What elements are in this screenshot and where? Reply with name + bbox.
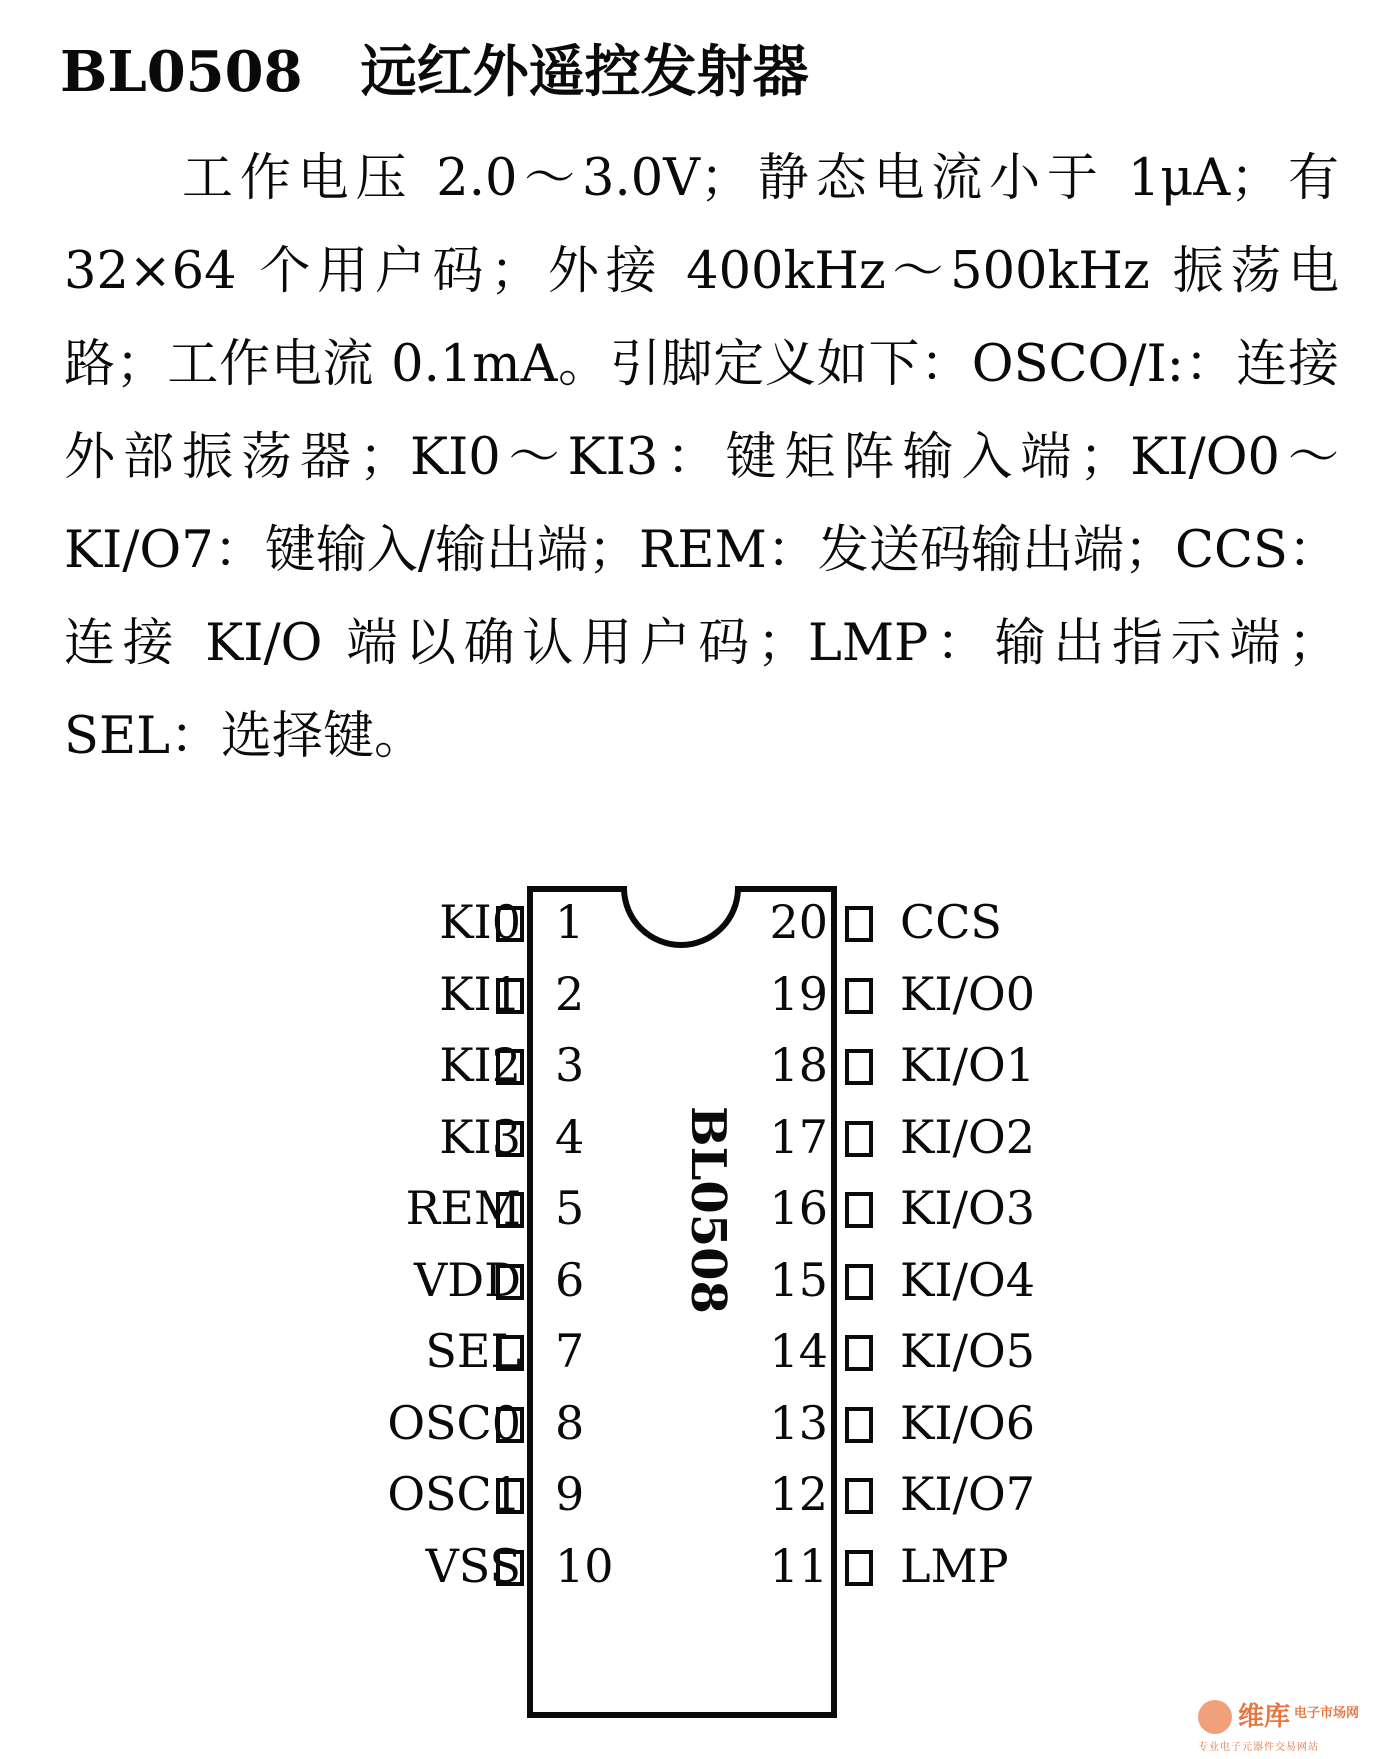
pin-name: KI1 xyxy=(439,966,521,1021)
right-pin-row xyxy=(0,1536,1383,1596)
pin-name: KI/O1 xyxy=(900,1038,1036,1092)
pin-number: 16 xyxy=(769,1181,828,1235)
pin-pad-icon xyxy=(845,1478,873,1514)
right-pin-row xyxy=(0,892,1383,952)
pin-name: CCS xyxy=(900,895,1002,949)
pin-number: 4 xyxy=(555,1109,585,1164)
pin-pad-icon xyxy=(845,1264,873,1300)
pin-number: 18 xyxy=(769,1038,828,1092)
pin-number: 5 xyxy=(555,1181,585,1235)
description-text: 工作电压 2.0～3.0V；静态电流小于 1μA；有 32×64 个用户码；外接 400kHz～500kHz 振荡电路；工作电流 0.1mA。引脚定义如下：OSCO/I:：连接外部振荡器；KI0～KI3：键矩阵输入端；KI/O0～KI/O7：键输入/输出端；REM：发送码输出端；CCS：连接 KI/O 端以确认用户码；LMP：输出指示端；SEL：选择键。 xyxy=(64,149,1339,766)
pin-name: KI3 xyxy=(439,1109,521,1164)
pin-name: REM xyxy=(405,1181,521,1235)
heading-model: BL0508 xyxy=(60,39,303,105)
watermark-tagline: 专业电子元器件交易网站 xyxy=(1198,1742,1319,1753)
pin-number: 3 xyxy=(555,1038,585,1092)
pin-pad-icon xyxy=(845,1407,873,1443)
watermark-logo-icon xyxy=(1198,1700,1232,1734)
watermark-site: 电子市场网 xyxy=(1294,1706,1360,1721)
pin-pad-icon xyxy=(845,1335,873,1371)
pin-pad-icon xyxy=(845,978,873,1014)
pin-number: 14 xyxy=(769,1324,828,1378)
pin-name: KI/O2 xyxy=(900,1109,1036,1164)
pin-number: 7 xyxy=(555,1324,585,1378)
pin-pad-icon xyxy=(845,1121,873,1157)
pin-number: 1 xyxy=(555,895,585,949)
right-pin-row xyxy=(0,1321,1383,1381)
document-heading xyxy=(60,28,809,108)
pin-number: 6 xyxy=(555,1252,585,1307)
pin-name: VSS xyxy=(425,1538,521,1593)
pin-name: SEL xyxy=(425,1324,521,1378)
right-pin-row xyxy=(0,1464,1383,1524)
pin-name: KI/O7 xyxy=(900,1467,1036,1521)
right-pin-row xyxy=(0,964,1383,1024)
pin-name: KI2 xyxy=(439,1038,521,1092)
pin-number: 11 xyxy=(769,1538,828,1593)
pin-pad-icon xyxy=(845,1192,873,1228)
pin-name: VDD xyxy=(414,1252,521,1307)
pin-name: OSC1 xyxy=(387,1467,521,1521)
right-pin-row xyxy=(0,1035,1383,1095)
pin-number: 8 xyxy=(555,1395,585,1450)
pin-pad-icon xyxy=(845,906,873,942)
pin-name: KI0 xyxy=(439,895,521,949)
watermark-brand: 维库 xyxy=(1238,1702,1291,1732)
pin-name: KI/O3 xyxy=(900,1181,1036,1235)
pin-name: KI/O0 xyxy=(900,966,1036,1021)
site-watermark xyxy=(1198,1696,1378,1754)
pin-pad-icon xyxy=(845,1049,873,1085)
heading-title: 远红外遥控发射器 xyxy=(360,39,809,105)
pin-number: 20 xyxy=(769,895,828,949)
right-pin-row xyxy=(0,1393,1383,1453)
pin-number: 10 xyxy=(555,1538,614,1593)
pin-number: 15 xyxy=(769,1252,828,1307)
pin-name: KI/O5 xyxy=(900,1324,1036,1378)
pin-name: KI/O4 xyxy=(900,1252,1036,1307)
pin-number: 9 xyxy=(555,1467,585,1521)
pin-pad-icon xyxy=(845,1550,873,1586)
pin-number: 12 xyxy=(769,1467,828,1521)
pin-number: 13 xyxy=(769,1395,828,1450)
pin-number: 2 xyxy=(555,966,585,1021)
pin-number: 17 xyxy=(769,1109,828,1164)
pin-name: OSC0 xyxy=(387,1395,521,1450)
pin-number: 19 xyxy=(769,966,828,1021)
pin-name: KI/O6 xyxy=(900,1395,1036,1450)
pin-name: LMP xyxy=(900,1538,1009,1593)
chip-part-label: BL0508 xyxy=(680,1106,736,1314)
description-paragraph xyxy=(64,132,1339,783)
